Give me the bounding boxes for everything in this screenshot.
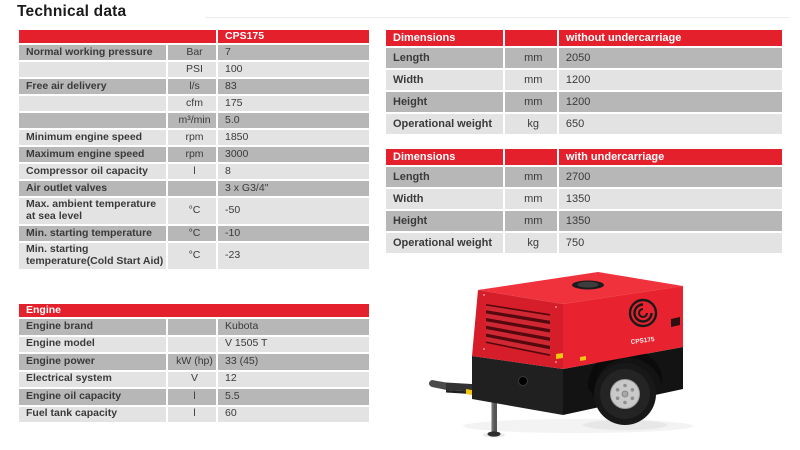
spec-unit: °C [168, 226, 216, 241]
dimensions-table-with-undercarriage [384, 147, 784, 255]
spec-unit: l [168, 164, 216, 179]
spec-unit: °C [168, 243, 216, 269]
dims-unit: mm [505, 211, 557, 231]
dims-unit: kg [505, 233, 557, 253]
engine-unit: l [168, 389, 216, 405]
table-row [19, 62, 369, 77]
dims-unit: kg [505, 114, 557, 134]
table-row [19, 372, 369, 388]
table-row [19, 407, 369, 423]
engine-value: Kubota [218, 319, 369, 335]
engine-value: V 1505 T [218, 337, 369, 353]
engine-table [17, 302, 371, 424]
dimensions-table-without-undercarriage [384, 28, 784, 136]
dims-header-row [386, 30, 782, 46]
dims-label: Operational weight [386, 114, 503, 134]
dims-label: Length [386, 167, 503, 187]
dims-value: 1200 [559, 70, 782, 90]
table-row [19, 226, 369, 241]
spec-label: Maximum engine speed [19, 147, 166, 162]
dims-header-label: Dimensions [386, 149, 503, 165]
dims-label: Height [386, 92, 503, 112]
table-row [386, 114, 782, 134]
dims-header-row [386, 149, 782, 165]
engine-label: Engine model [19, 337, 166, 353]
dims-label: Width [386, 70, 503, 90]
spec-label: Compressor oil capacity [19, 164, 166, 179]
table-row [19, 243, 369, 269]
dims-value: 650 [559, 114, 782, 134]
spec-value: 1850 [218, 130, 369, 145]
engine-value: 12 [218, 372, 369, 388]
table-row [386, 211, 782, 231]
table-row [19, 198, 369, 224]
spec-unit: PSI [168, 62, 216, 77]
dims-unit: mm [505, 70, 557, 90]
spec-value: 8 [218, 164, 369, 179]
spec-label [19, 62, 166, 77]
dims-value: 1350 [559, 211, 782, 231]
table-row [19, 319, 369, 335]
spec-value: 3000 [218, 147, 369, 162]
table-row [386, 48, 782, 68]
spec-value: 100 [218, 62, 369, 77]
table-row [19, 130, 369, 145]
spec-table [17, 28, 371, 271]
dims-unit: mm [505, 189, 557, 209]
table-row [386, 233, 782, 253]
table-row [19, 337, 369, 353]
spec-header-empty [19, 30, 216, 43]
product-model-label: CPS175 [630, 336, 655, 346]
spec-value: 83 [218, 79, 369, 94]
engine-table-header-row [19, 304, 369, 317]
dims-header-value: without undercarriage [559, 30, 782, 46]
spec-table-header-row [19, 30, 369, 43]
spec-unit: °C [168, 198, 216, 224]
spec-unit: rpm [168, 130, 216, 145]
table-row [19, 45, 369, 60]
dims-unit: mm [505, 167, 557, 187]
spec-label: Minimum engine speed [19, 130, 166, 145]
spec-unit: rpm [168, 147, 216, 162]
table-row [19, 113, 369, 128]
dims-value: 750 [559, 233, 782, 253]
dims-label: Height [386, 211, 503, 231]
engine-label: Electrical system [19, 372, 166, 388]
table-row [19, 389, 369, 405]
table-row [19, 181, 369, 196]
spec-label [19, 96, 166, 111]
dims-label: Length [386, 48, 503, 68]
engine-unit [168, 337, 216, 353]
spec-value: 7 [218, 45, 369, 60]
dims-value: 1350 [559, 189, 782, 209]
spec-label: Air outlet valves [19, 181, 166, 196]
spec-unit: cfm [168, 96, 216, 111]
spec-label: Min. starting temperature(Cold Start Aid) [19, 243, 166, 269]
spec-unit [168, 181, 216, 196]
dims-value: 2050 [559, 48, 782, 68]
spec-label [19, 113, 166, 128]
title-divider [205, 17, 790, 18]
spec-value: -23 [218, 243, 369, 269]
dims-value: 1200 [559, 92, 782, 112]
engine-label: Engine brand [19, 319, 166, 335]
engine-unit: V [168, 372, 216, 388]
engine-value: 5.5 [218, 389, 369, 405]
table-row [386, 189, 782, 209]
table-row [19, 147, 369, 162]
spec-value: 3 x G3/4" [218, 181, 369, 196]
table-row [19, 354, 369, 370]
table-row [386, 92, 782, 112]
engine-label: Fuel tank capacity [19, 407, 166, 423]
dims-unit: mm [505, 48, 557, 68]
spec-unit: m³/min [168, 113, 216, 128]
spec-label: Max. ambient temperature at sea level [19, 198, 166, 224]
table-row [386, 70, 782, 90]
spec-value: -50 [218, 198, 369, 224]
dims-label: Operational weight [386, 233, 503, 253]
engine-unit: l [168, 407, 216, 423]
spec-value: 175 [218, 96, 369, 111]
spec-unit: Bar [168, 45, 216, 60]
spec-value: 5.0 [218, 113, 369, 128]
table-row [19, 164, 369, 179]
table-row [386, 167, 782, 187]
spec-header-model: CPS175 [218, 30, 369, 43]
dims-header-value: with undercarriage [559, 149, 782, 165]
table-row [19, 96, 369, 111]
engine-header: Engine [19, 304, 369, 317]
spec-unit: l/s [168, 79, 216, 94]
engine-value: 60 [218, 407, 369, 423]
engine-value: 33 (45) [218, 354, 369, 370]
dims-header-empty [505, 30, 557, 46]
engine-unit [168, 319, 216, 335]
dims-value: 2700 [559, 167, 782, 187]
spec-label: Free air delivery [19, 79, 166, 94]
page-title: Technical data [17, 3, 127, 20]
dims-unit: mm [505, 92, 557, 112]
engine-label: Engine power [19, 354, 166, 370]
spec-value: -10 [218, 226, 369, 241]
engine-label: Engine oil capacity [19, 389, 166, 405]
dims-header-label: Dimensions [386, 30, 503, 46]
dims-header-empty [505, 149, 557, 165]
dims-label: Width [386, 189, 503, 209]
spec-label: Min. starting temperature [19, 226, 166, 241]
table-row [19, 79, 369, 94]
spec-label: Normal working pressure [19, 45, 166, 60]
product-image [428, 264, 758, 448]
engine-unit: kW (hp) [168, 354, 216, 370]
